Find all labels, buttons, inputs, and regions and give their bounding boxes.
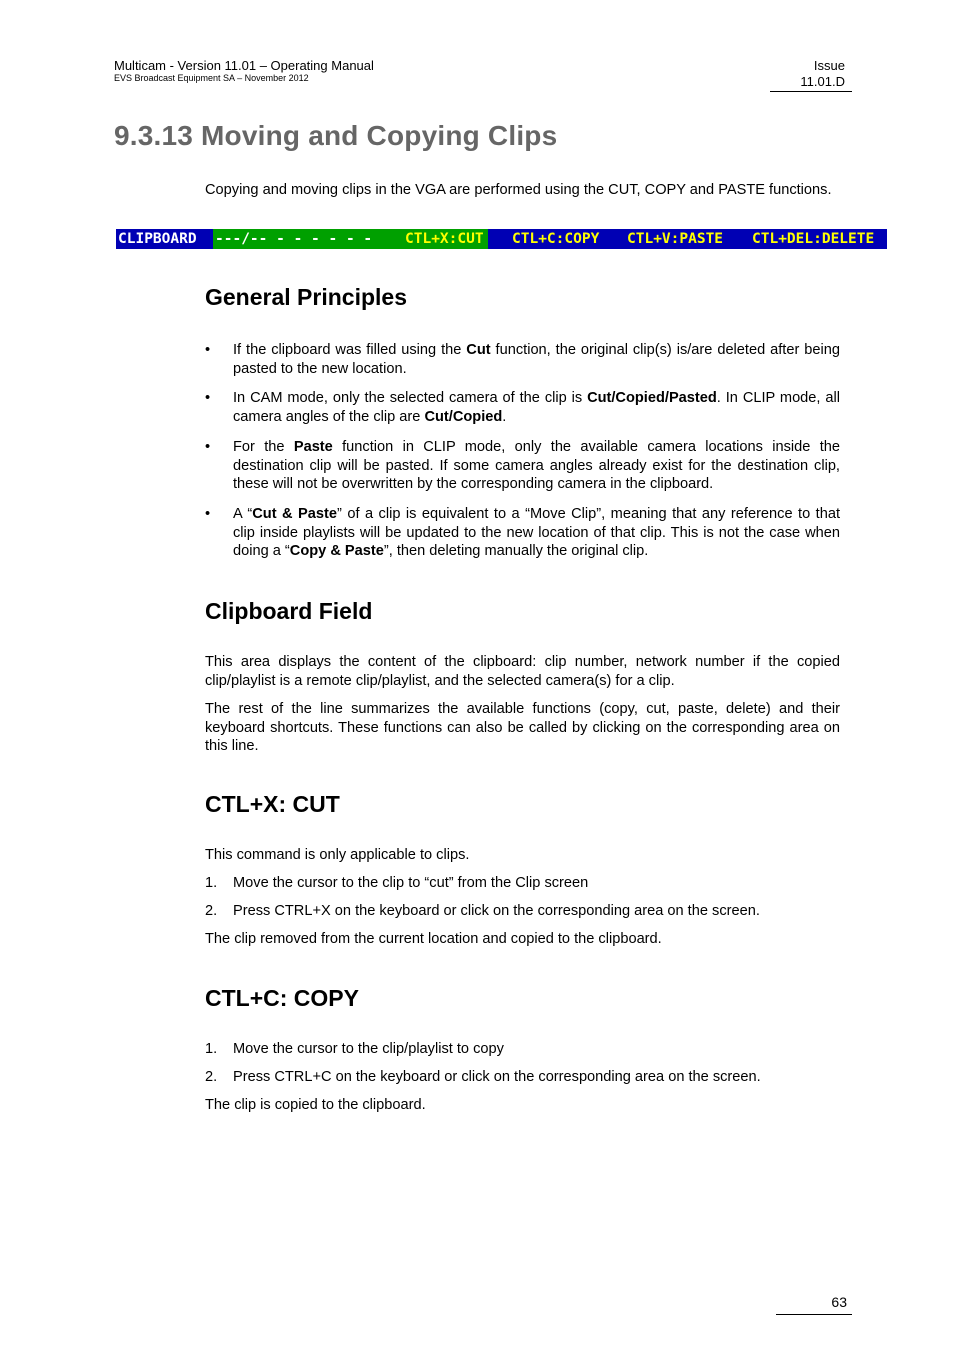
bullet-icon: • — [205, 505, 211, 522]
copy-result: The clip is copied to the clipboard. — [205, 1097, 426, 1113]
copy-steps — [205, 1040, 840, 1096]
list-item — [205, 1068, 840, 1087]
text-run: . — [502, 409, 507, 426]
cut-steps — [205, 874, 840, 930]
copy-heading: CTL+C: COPY — [205, 985, 359, 1011]
list-item — [205, 874, 840, 893]
cut-heading: CTL+X: CUT — [205, 791, 340, 817]
paste-function: CTL+V:PASTE — [627, 231, 724, 247]
bold-term: Paste — [293, 438, 333, 455]
header-subtitle: EVS Broadcast Equipment SA – November 2012 — [114, 73, 309, 83]
header-issue-number: 11.01.D — [800, 74, 845, 89]
text-run: In CAM mode, only the selected camera of the clip is — [233, 390, 588, 407]
cut-function: CTL+X:CUT — [405, 231, 484, 247]
text-run: A “ — [233, 505, 253, 522]
bold-term: Cut — [466, 342, 491, 358]
text-run: . In CLIP mode, all camera angles of the clip are — [233, 390, 840, 426]
section-intro: Copying and moving clips in the VGA are performed using the CUT, COPY and PASTE functions. — [205, 182, 832, 198]
text-run: ” of a clip is equivalent to a “Move Clip”, meaning that any reference to that clip inside playlists will be updated to the new location of that clip. This is not the case when doing a “ — [233, 505, 841, 560]
bullet-icon: • — [205, 390, 211, 407]
text-run: ”, then deleting manually the original clip. — [383, 543, 649, 560]
text-run: function in CLIP mode, only the available camera locations inside the destination clip will be pasted. If some camera angles already exist for the destination clip, these will not be overwritten by the corresponding camera in the clipboard. — [233, 438, 840, 493]
header-title: Multicam - Version 11.01 – Operating Manual — [114, 58, 374, 73]
list-item — [205, 389, 840, 426]
bold-term: Cut/Copied — [424, 409, 503, 426]
step-number: 1. — [205, 875, 218, 891]
bullet-icon: • — [205, 342, 211, 358]
list-item — [205, 902, 840, 921]
list-item — [205, 505, 840, 561]
clipboard-field-paragraph: The rest of the line summarizes the available functions (copy, cut, paste, delete) and their keyboard shortcuts. These functions can also be called by clicking on the corresponding area on this line. — [205, 701, 840, 755]
text-run: If the clipboard was filled using the — [233, 342, 467, 358]
general-principles-heading: General Principles — [205, 284, 407, 310]
copy-function: CTL+C:COPY — [512, 231, 600, 247]
text-run: function, the original clip(s) is/are deleted after being pasted to the new location. — [233, 342, 840, 377]
text-run: For the — [233, 438, 294, 455]
clipboard-label: CLIPBOARD — [118, 231, 197, 247]
step-text: Move the cursor to the clip/playlist to copy — [233, 1041, 504, 1057]
section-title: 9.3.13 Moving and Copying Clips — [114, 120, 558, 151]
step-number: 2. — [205, 903, 218, 919]
footer-rule — [776, 1314, 852, 1315]
step-text: Move the cursor to the clip to “cut” from the Clip screen — [233, 875, 589, 891]
cut-intro: This command is only applicable to clips. — [205, 847, 470, 863]
cut-result: The clip removed from the current location and copied to the clipboard. — [205, 931, 662, 947]
list-item — [205, 438, 840, 494]
header-rule — [770, 91, 852, 92]
clipboard-field-paragraph: This area displays the content of the clipboard: clip number, network number if the copied clip/playlist is a remote clip/playlist, and the selected camera(s) for a clip. — [205, 654, 840, 689]
header-issue-label: Issue — [813, 58, 845, 73]
list-item — [205, 1040, 840, 1059]
page-number: 63 — [831, 1294, 847, 1310]
list-item — [205, 341, 840, 378]
clipboard-field-heading: Clipboard Field — [205, 598, 373, 624]
clipboard-field: ---/-- - - - - - - — [213, 229, 488, 249]
bold-term: Copy & Paste — [289, 543, 384, 560]
step-text: Press CTRL+X on the keyboard or click on the corresponding area on the screen. — [233, 903, 760, 919]
clipboard-bar — [116, 229, 887, 249]
bold-term: Cut/Copied/Pasted — [587, 390, 717, 407]
step-number: 1. — [205, 1041, 218, 1057]
step-number: 2. — [205, 1069, 218, 1085]
bullet-icon: • — [205, 438, 211, 455]
bold-term: Cut & Paste — [252, 505, 337, 522]
general-principles-list — [205, 341, 840, 572]
delete-function: CTL+DEL:DELETE — [752, 231, 875, 247]
step-text: Press CTRL+C on the keyboard or click on the corresponding area on the screen. — [233, 1069, 761, 1085]
